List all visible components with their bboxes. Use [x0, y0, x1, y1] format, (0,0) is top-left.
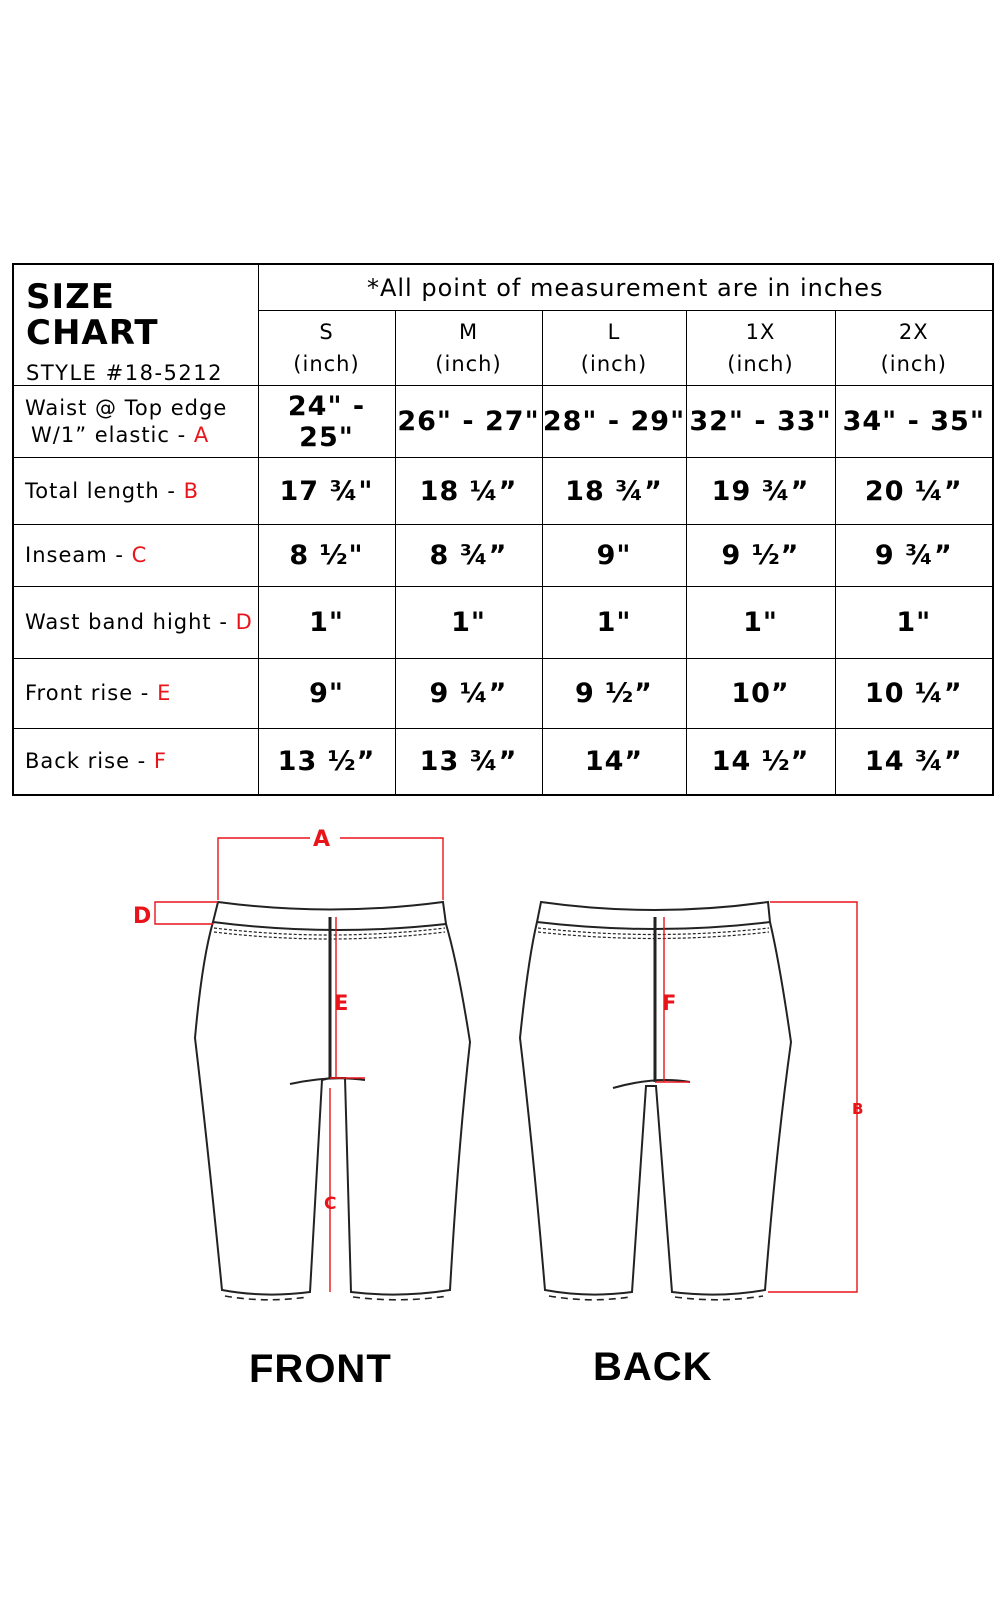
size-header-l	[542, 311, 686, 386]
value-cell: 10”	[686, 659, 835, 729]
row-label-text: Front rise -	[25, 681, 158, 705]
value-cell: 1"	[542, 587, 686, 659]
title-cell	[13, 264, 258, 386]
value-cell: 14 ½”	[686, 729, 835, 795]
table-row	[13, 729, 993, 795]
row-label-text: Total length -	[25, 478, 184, 503]
value-cell: 9"	[542, 525, 686, 587]
size-name: 2X	[898, 320, 929, 345]
marker-a: A	[313, 827, 331, 852]
size-header-s	[258, 311, 395, 386]
table-row	[13, 525, 993, 587]
row-label-inseam	[13, 525, 258, 587]
value-cell: 9 ¾”	[835, 525, 993, 587]
measure-letter: C	[131, 543, 148, 567]
row-label-line1: Waist @ Top edge	[25, 395, 228, 420]
measure-line-a	[218, 838, 443, 900]
row-label-line2: W/1” elastic -	[31, 422, 194, 447]
measure-letter: E	[157, 681, 172, 705]
row-label-text: Wast band hight -	[25, 610, 236, 634]
size-name: M	[458, 320, 479, 345]
measure-line-d	[155, 902, 218, 924]
row-label-back-rise	[13, 729, 258, 795]
marker-b: B	[852, 1100, 864, 1118]
front-view-label: FRONT	[249, 1347, 392, 1391]
marker-d: D	[133, 904, 152, 929]
value-cell: 1"	[835, 587, 993, 659]
measurement-note: *All point of measurement are in inches	[258, 264, 993, 311]
row-label-waistband	[13, 587, 258, 659]
marker-e: E	[334, 991, 349, 1015]
value-cell: 20 ¼”	[835, 458, 993, 525]
value-cell: 24" - 25"	[258, 386, 395, 458]
value-cell: 13 ¾”	[395, 729, 542, 795]
measure-letter: F	[153, 748, 168, 773]
value-cell: 28" - 29"	[542, 386, 686, 458]
value-cell: 18 ¾”	[542, 458, 686, 525]
measure-letter: A	[193, 422, 210, 447]
size-unit: (inch)	[293, 352, 360, 377]
value-cell: 9 ½”	[542, 659, 686, 729]
value-cell: 9 ½”	[686, 525, 835, 587]
front-shorts-drawing	[195, 902, 470, 1300]
value-cell: 19 ¾”	[686, 458, 835, 525]
marker-f: F	[662, 991, 677, 1015]
size-name: S	[319, 320, 334, 345]
measure-letter: B	[183, 478, 200, 503]
table-row	[13, 458, 993, 525]
size-header-2x	[835, 311, 993, 386]
value-cell: 9"	[258, 659, 395, 729]
value-cell: 34" - 35"	[835, 386, 993, 458]
value-cell: 32" - 33"	[686, 386, 835, 458]
value-cell: 18 ¼”	[395, 458, 542, 525]
value-cell: 8 ½"	[258, 525, 395, 587]
value-cell: 9 ¼”	[395, 659, 542, 729]
table-row	[13, 659, 993, 729]
size-unit: (inch)	[727, 352, 794, 377]
value-cell: 8 ¾”	[395, 525, 542, 587]
value-cell: 10 ¼”	[835, 659, 993, 729]
value-cell: 1"	[395, 587, 542, 659]
row-label-total-length	[13, 458, 258, 525]
value-cell: 14 ¾”	[835, 729, 993, 795]
value-cell: 1"	[686, 587, 835, 659]
value-cell: 26" - 27"	[395, 386, 542, 458]
size-unit: (inch)	[580, 352, 648, 377]
chart-title: SIZE CHART	[26, 277, 159, 353]
size-name: 1X	[745, 320, 776, 345]
value-cell: 1"	[258, 587, 395, 659]
back-shorts-drawing	[520, 902, 791, 1300]
measure-letter: D	[235, 610, 253, 634]
measurement-markers	[133, 827, 863, 1214]
size-chart-table	[12, 263, 994, 796]
value-cell: 13 ½”	[258, 729, 395, 795]
row-label-text: Inseam -	[25, 543, 132, 567]
table-row	[13, 587, 993, 659]
size-name: L	[607, 320, 621, 345]
row-label-front-rise	[13, 659, 258, 729]
measure-line-b	[768, 902, 857, 1292]
value-cell: 14”	[542, 729, 686, 795]
row-label-waist	[13, 386, 258, 458]
size-unit: (inch)	[435, 352, 502, 377]
marker-c: C	[324, 1194, 337, 1214]
shorts-diagram	[0, 800, 1000, 1400]
size-header-1x	[686, 311, 835, 386]
table-row	[13, 386, 993, 458]
value-cell: 17 ¾"	[258, 458, 395, 525]
style-number: STYLE #18-5212	[26, 361, 223, 385]
back-view-label: BACK	[593, 1345, 713, 1389]
row-label-text: Back rise -	[25, 748, 154, 773]
size-header-m	[395, 311, 542, 386]
size-unit: (inch)	[880, 352, 947, 377]
